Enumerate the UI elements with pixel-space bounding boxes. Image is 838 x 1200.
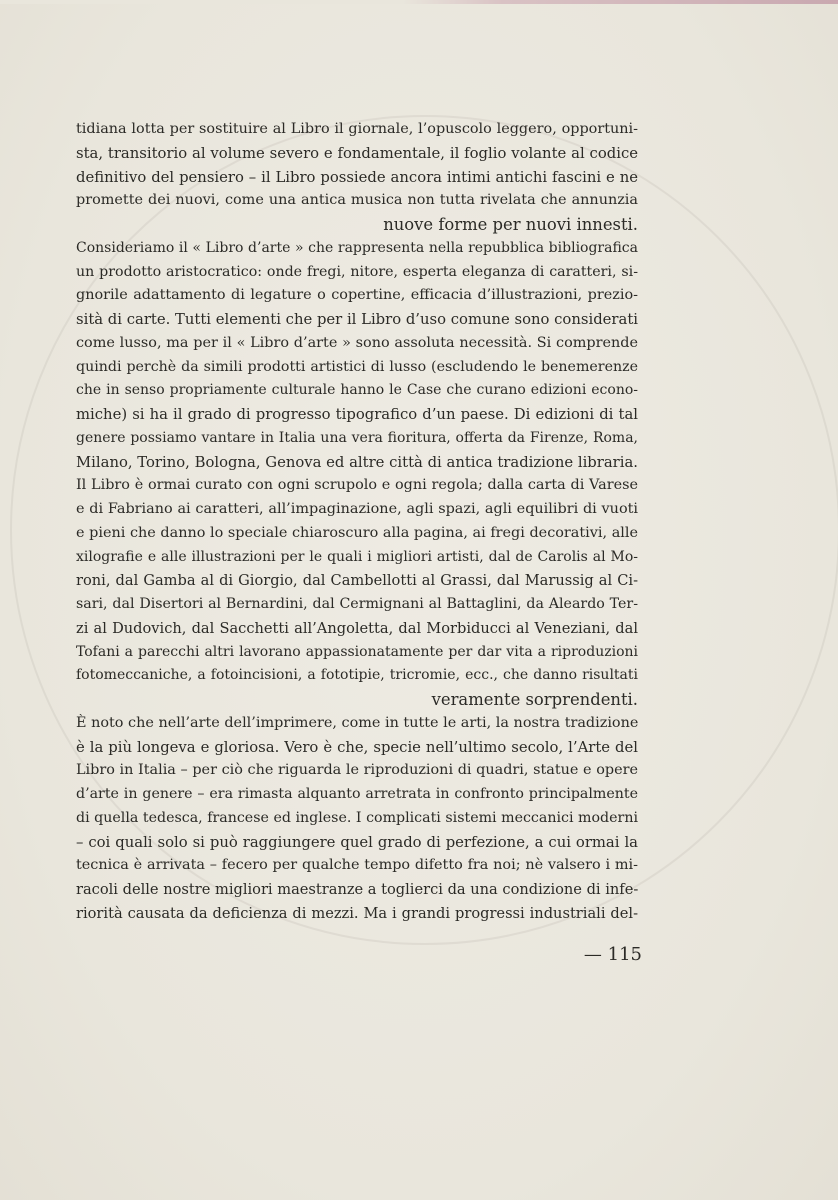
text-line: che in senso propriamente culturale hanno le Case che curano edizioni econo- — [76, 382, 638, 399]
text-line: Milano, Torino, Bologna, Genova ed altre città di antica tradizione libraria. — [76, 453, 638, 471]
text-line: quindi perchè da simili prodotti artistici di lusso (escludendo le benemerenze — [76, 358, 638, 375]
text-line: Il Libro è ormai curato con ogni scrupolo e ogni regola; dalla carta di Varese — [76, 477, 638, 494]
text-line: sta, transitorio al volume severo e fondamentale, il foglio volante al codice — [76, 144, 638, 162]
text-line: genere possiamo vantare in Italia una vera fioritura, offerta da Firenze, Roma, — [76, 429, 638, 446]
text-line: e pieni che danno lo speciale chiaroscuro alla pagina, ai fregi decorativi, alle — [76, 524, 638, 541]
text-line: racoli delle nostre migliori maestranze a toglierci da una condizione di infe- — [76, 881, 639, 898]
text-line: definitivo del pensiero – il Libro possiede ancora intimi antichi fascini e ne — [76, 168, 638, 186]
text-line: sari, dal Disertori al Bernardini, dal Cermignani al Battaglini, da Aleardo Ter- — [76, 596, 638, 612]
text-line: Consideriamo il « Libro d’arte » che rappresenta nella repubblica bibliografica — [76, 239, 638, 256]
text-line: di quella tedesca, francese ed inglese. I complicati sistemi meccanici moderni — [76, 809, 638, 826]
text-line: – coi quali solo si può raggiungere quel grado di perfezione, a cui ormai la — [76, 833, 638, 851]
text-line: fotomeccaniche, a fotoincisioni, a fototipie, tricromie, ecc., che danno risultati — [76, 667, 638, 684]
text-line: è la più longeva e gloriosa. Vero è che, specie nell’ultimo secolo, l’Arte del — [76, 738, 638, 756]
body-text — [76, 118, 638, 926]
page-number: — 115 — [583, 944, 642, 965]
text-line: d’arte in genere – era rimasta alquanto arretrata in confronto principalmente — [76, 786, 638, 802]
text-line: promette dei nuovi, come una antica musica non tutta rivelata che annunzia — [76, 192, 638, 209]
text-line: gnorile adattamento di legature o copertine, efficacia d’illustrazioni, prezio- — [76, 287, 638, 304]
page-top-edge — [0, 0, 838, 4]
text-line: Libro in Italia – per ciò che riguarda le riproduzioni di quadri, statue e opere — [76, 762, 638, 779]
text-line: veramente sorprendenti. — [431, 690, 638, 709]
text-line: un prodotto aristocratico: onde fregi, nitore, esperta eleganza di caratteri, si- — [76, 263, 638, 280]
text-line: sità di carte. Tutti elementi che per il Libro d’uso comune sono considerati — [76, 311, 638, 328]
text-line: È noto che nell’arte dell’imprimere, come in tutte le arti, la nostra tradizione — [76, 714, 639, 731]
text-line: come lusso, ma per il « Libro d’arte » sono assoluta necessità. Si comprende — [76, 334, 638, 351]
text-line: Tofani a parecchi altri lavorano appassionatamente per dar vita a riproduzioni — [76, 643, 638, 660]
text-line: xilografie e alle illustrazioni per le quali i migliori artisti, dal de Carolis al Mo- — [76, 548, 638, 565]
text-line: zi al Dudovich, dal Sacchetti all’Angoletta, dal Morbiducci al Veneziani, dal — [76, 619, 638, 637]
text-line: nuove forme per nuovi innesti. — [383, 215, 638, 234]
text-line: e di Fabriano ai caratteri, all’impaginazione, agli spazi, agli equilibri di vuoti — [76, 501, 638, 517]
text-line: roni, dal Gamba al di Giorgio, dal Cambellotti al Grassi, dal Marussig al Ci- — [76, 572, 638, 590]
text-line: tecnica è arrivata – fecero per qualche tempo difetto fra noi; nè valsero i mi- — [76, 857, 638, 874]
text-line: miche) si ha il grado di progresso tipografico d’un paese. Di edizioni di tal — [76, 406, 638, 423]
text-line: tidiana lotta per sostituire al Libro il giornale, l’opuscolo leggero, opportuni- — [76, 121, 638, 137]
text-line: riorità causata da deficienza di mezzi. Ma i grandi progressi industriali del- — [76, 904, 638, 922]
